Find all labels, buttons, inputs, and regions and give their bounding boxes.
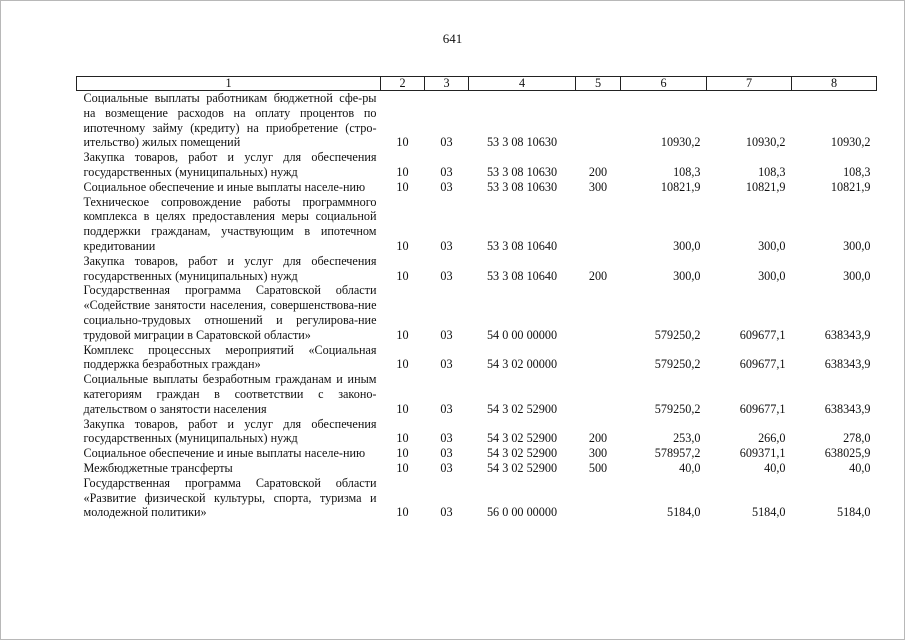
cell-target-article: 54 3 02 52900: [486, 401, 558, 416]
cell-amount-year-1: 300,0: [673, 238, 701, 253]
cell-section: 10: [396, 327, 409, 342]
cell-amount-year-3: 40,0: [849, 460, 871, 475]
cell-expense-type: 500: [588, 460, 608, 475]
cell-section: 10: [396, 135, 409, 150]
cell-section: 10: [396, 164, 409, 179]
row-description: Социальное обеспечение и иные выплаты населе-нию: [83, 179, 366, 194]
table-header-row: [77, 77, 877, 91]
table-row: [77, 91, 877, 151]
column-header: 7: [707, 77, 792, 91]
cell-expense-type: 300: [588, 446, 608, 461]
row-description: Социальные выплаты безработным гражданам и иным категориям граждан в соответствии с законо-дательством о занятости населения: [83, 372, 377, 416]
row-description: Закупка товаров, работ и услуг для обеспечения государственных (муниципальных) нужд: [83, 416, 377, 446]
cell-amount-year-2: 609677,1: [739, 401, 786, 416]
table-row: [77, 254, 877, 284]
cell-amount-year-3: 108,3: [843, 164, 871, 179]
cell-amount-year-3: 638343,9: [824, 327, 871, 342]
cell-subsection: 03: [440, 135, 453, 150]
cell-expense-type: [576, 372, 621, 416]
cell-amount-year-2: 609371,1: [739, 446, 786, 461]
budget-table: [76, 76, 877, 520]
cell-target-article: 53 3 08 10630: [486, 179, 558, 194]
cell-amount-year-2: 609677,1: [739, 357, 786, 372]
cell-amount-year-1: 10821,9: [660, 179, 701, 194]
column-header: 1: [77, 77, 381, 91]
cell-subsection: 03: [440, 446, 453, 461]
table-row: [77, 372, 877, 416]
cell-amount-year-3: 278,0: [843, 431, 871, 446]
cell-expense-type: [576, 91, 621, 151]
cell-expense-type: 300: [588, 179, 608, 194]
cell-target-article: 53 3 08 10630: [486, 135, 558, 150]
cell-target-article: 54 3 02 00000: [486, 357, 558, 372]
cell-amount-year-3: 300,0: [843, 268, 871, 283]
cell-subsection: 03: [440, 179, 453, 194]
column-header: 2: [381, 77, 425, 91]
cell-amount-year-3: 638343,9: [824, 401, 871, 416]
cell-expense-type: [576, 476, 621, 520]
table-row: [77, 461, 877, 476]
cell-amount-year-1: 579250,2: [654, 357, 701, 372]
table-row: [77, 180, 877, 195]
cell-target-article: 53 3 08 10640: [486, 268, 558, 283]
row-description: Техническое сопровождение работы программного комплекса в целях предоставления меры социальной поддержки гражданам, участвующим в ипотечном кредитовании: [83, 194, 377, 253]
cell-amount-year-1: 10930,2: [660, 135, 701, 150]
table-row: [77, 476, 877, 520]
cell-section: 10: [396, 460, 409, 475]
cell-expense-type: 200: [588, 431, 608, 446]
row-description: Межбюджетные трансферты: [83, 460, 233, 475]
cell-subsection: 03: [440, 164, 453, 179]
cell-subsection: 03: [440, 431, 453, 446]
cell-amount-year-2: 609677,1: [739, 327, 786, 342]
cell-section: 10: [396, 238, 409, 253]
cell-expense-type: [576, 195, 621, 254]
cell-amount-year-3: 638025,9: [824, 446, 871, 461]
cell-amount-year-1: 579250,2: [654, 327, 701, 342]
cell-section: 10: [396, 401, 409, 416]
cell-amount-year-3: 638343,9: [824, 357, 871, 372]
cell-target-article: 53 3 08 10640: [486, 238, 558, 253]
cell-amount-year-3: 300,0: [843, 238, 871, 253]
cell-section: 10: [396, 179, 409, 194]
cell-expense-type: 200: [588, 164, 608, 179]
table-body: [77, 91, 877, 521]
cell-amount-year-2: 300,0: [758, 268, 786, 283]
table-row: [77, 446, 877, 461]
cell-amount-year-1: 578957,2: [654, 446, 701, 461]
cell-amount-year-3: 10821,9: [830, 179, 871, 194]
column-header: 8: [792, 77, 877, 91]
row-description: Государственная программа Саратовской области «Развитие физической культуры, спорта, туризма и молодежной политики»: [83, 475, 377, 520]
table-row: [77, 417, 877, 447]
row-description: Закупка товаров, работ и услуг для обеспечения государственных (муниципальных) нужд: [83, 150, 377, 179]
cell-subsection: 03: [440, 357, 453, 372]
cell-amount-year-3: 5184,0: [836, 505, 871, 520]
cell-amount-year-2: 10821,9: [745, 179, 786, 194]
cell-section: 10: [396, 431, 409, 446]
row-description: Государственная программа Саратовской области «Содействие занятости населения, совершенствова-ние социально-трудовых отношений и регулирова-ние трудовой миграции в Саратовской области»: [83, 283, 377, 342]
cell-amount-year-2: 5184,0: [751, 505, 786, 520]
cell-expense-type: [576, 283, 621, 342]
cell-amount-year-2: 40,0: [764, 460, 786, 475]
cell-subsection: 03: [440, 268, 453, 283]
cell-target-article: 54 3 02 52900: [486, 446, 558, 461]
cell-amount-year-1: 40,0: [679, 460, 701, 475]
column-header: 4: [469, 77, 576, 91]
cell-amount-year-1: 5184,0: [666, 505, 701, 520]
row-description: Закупка товаров, работ и услуг для обеспечения государственных (муниципальных) нужд: [83, 253, 377, 283]
cell-subsection: 03: [440, 460, 453, 475]
table-row: [77, 150, 877, 180]
column-header: 3: [425, 77, 469, 91]
table-row: [77, 283, 877, 342]
cell-section: 10: [396, 357, 409, 372]
cell-section: 10: [396, 446, 409, 461]
cell-expense-type: [576, 343, 621, 373]
row-description: Комплекс процессных мероприятий «Социальная поддержка безработных граждан»: [83, 342, 377, 372]
cell-subsection: 03: [440, 327, 453, 342]
cell-target-article: 54 0 00 00000: [486, 327, 558, 342]
cell-expense-type: 200: [588, 268, 608, 283]
column-header: 5: [576, 77, 621, 91]
cell-amount-year-1: 579250,2: [654, 401, 701, 416]
cell-subsection: 03: [440, 401, 453, 416]
cell-target-article: 56 0 00 00000: [486, 505, 558, 520]
cell-amount-year-1: 300,0: [673, 268, 701, 283]
row-description: Социальное обеспечение и иные выплаты населе-нию: [83, 446, 366, 461]
page-number: 641: [442, 31, 463, 46]
column-header: 6: [621, 77, 707, 91]
cell-amount-year-3: 10930,2: [830, 135, 871, 150]
table-row: [77, 343, 877, 373]
cell-target-article: 54 3 02 52900: [486, 460, 558, 475]
cell-amount-year-1: 253,0: [673, 431, 701, 446]
cell-target-article: 53 3 08 10630: [486, 164, 558, 179]
cell-amount-year-2: 108,3: [758, 164, 786, 179]
cell-target-article: 54 3 02 52900: [486, 431, 558, 446]
cell-section: 10: [396, 268, 409, 283]
table-row: [77, 195, 877, 254]
cell-amount-year-2: 300,0: [758, 238, 786, 253]
cell-amount-year-1: 108,3: [673, 164, 701, 179]
cell-amount-year-2: 266,0: [758, 431, 786, 446]
cell-subsection: 03: [440, 505, 453, 520]
cell-subsection: 03: [440, 238, 453, 253]
cell-section: 10: [396, 505, 409, 520]
cell-amount-year-2: 10930,2: [745, 135, 786, 150]
row-description: Социальные выплаты работникам бюджетной сфе-ры на возмещение расходов на оплату процентов по ипотечному займу (кредиту) на приобретение (стро-ительство) жилых помещений: [83, 91, 377, 150]
